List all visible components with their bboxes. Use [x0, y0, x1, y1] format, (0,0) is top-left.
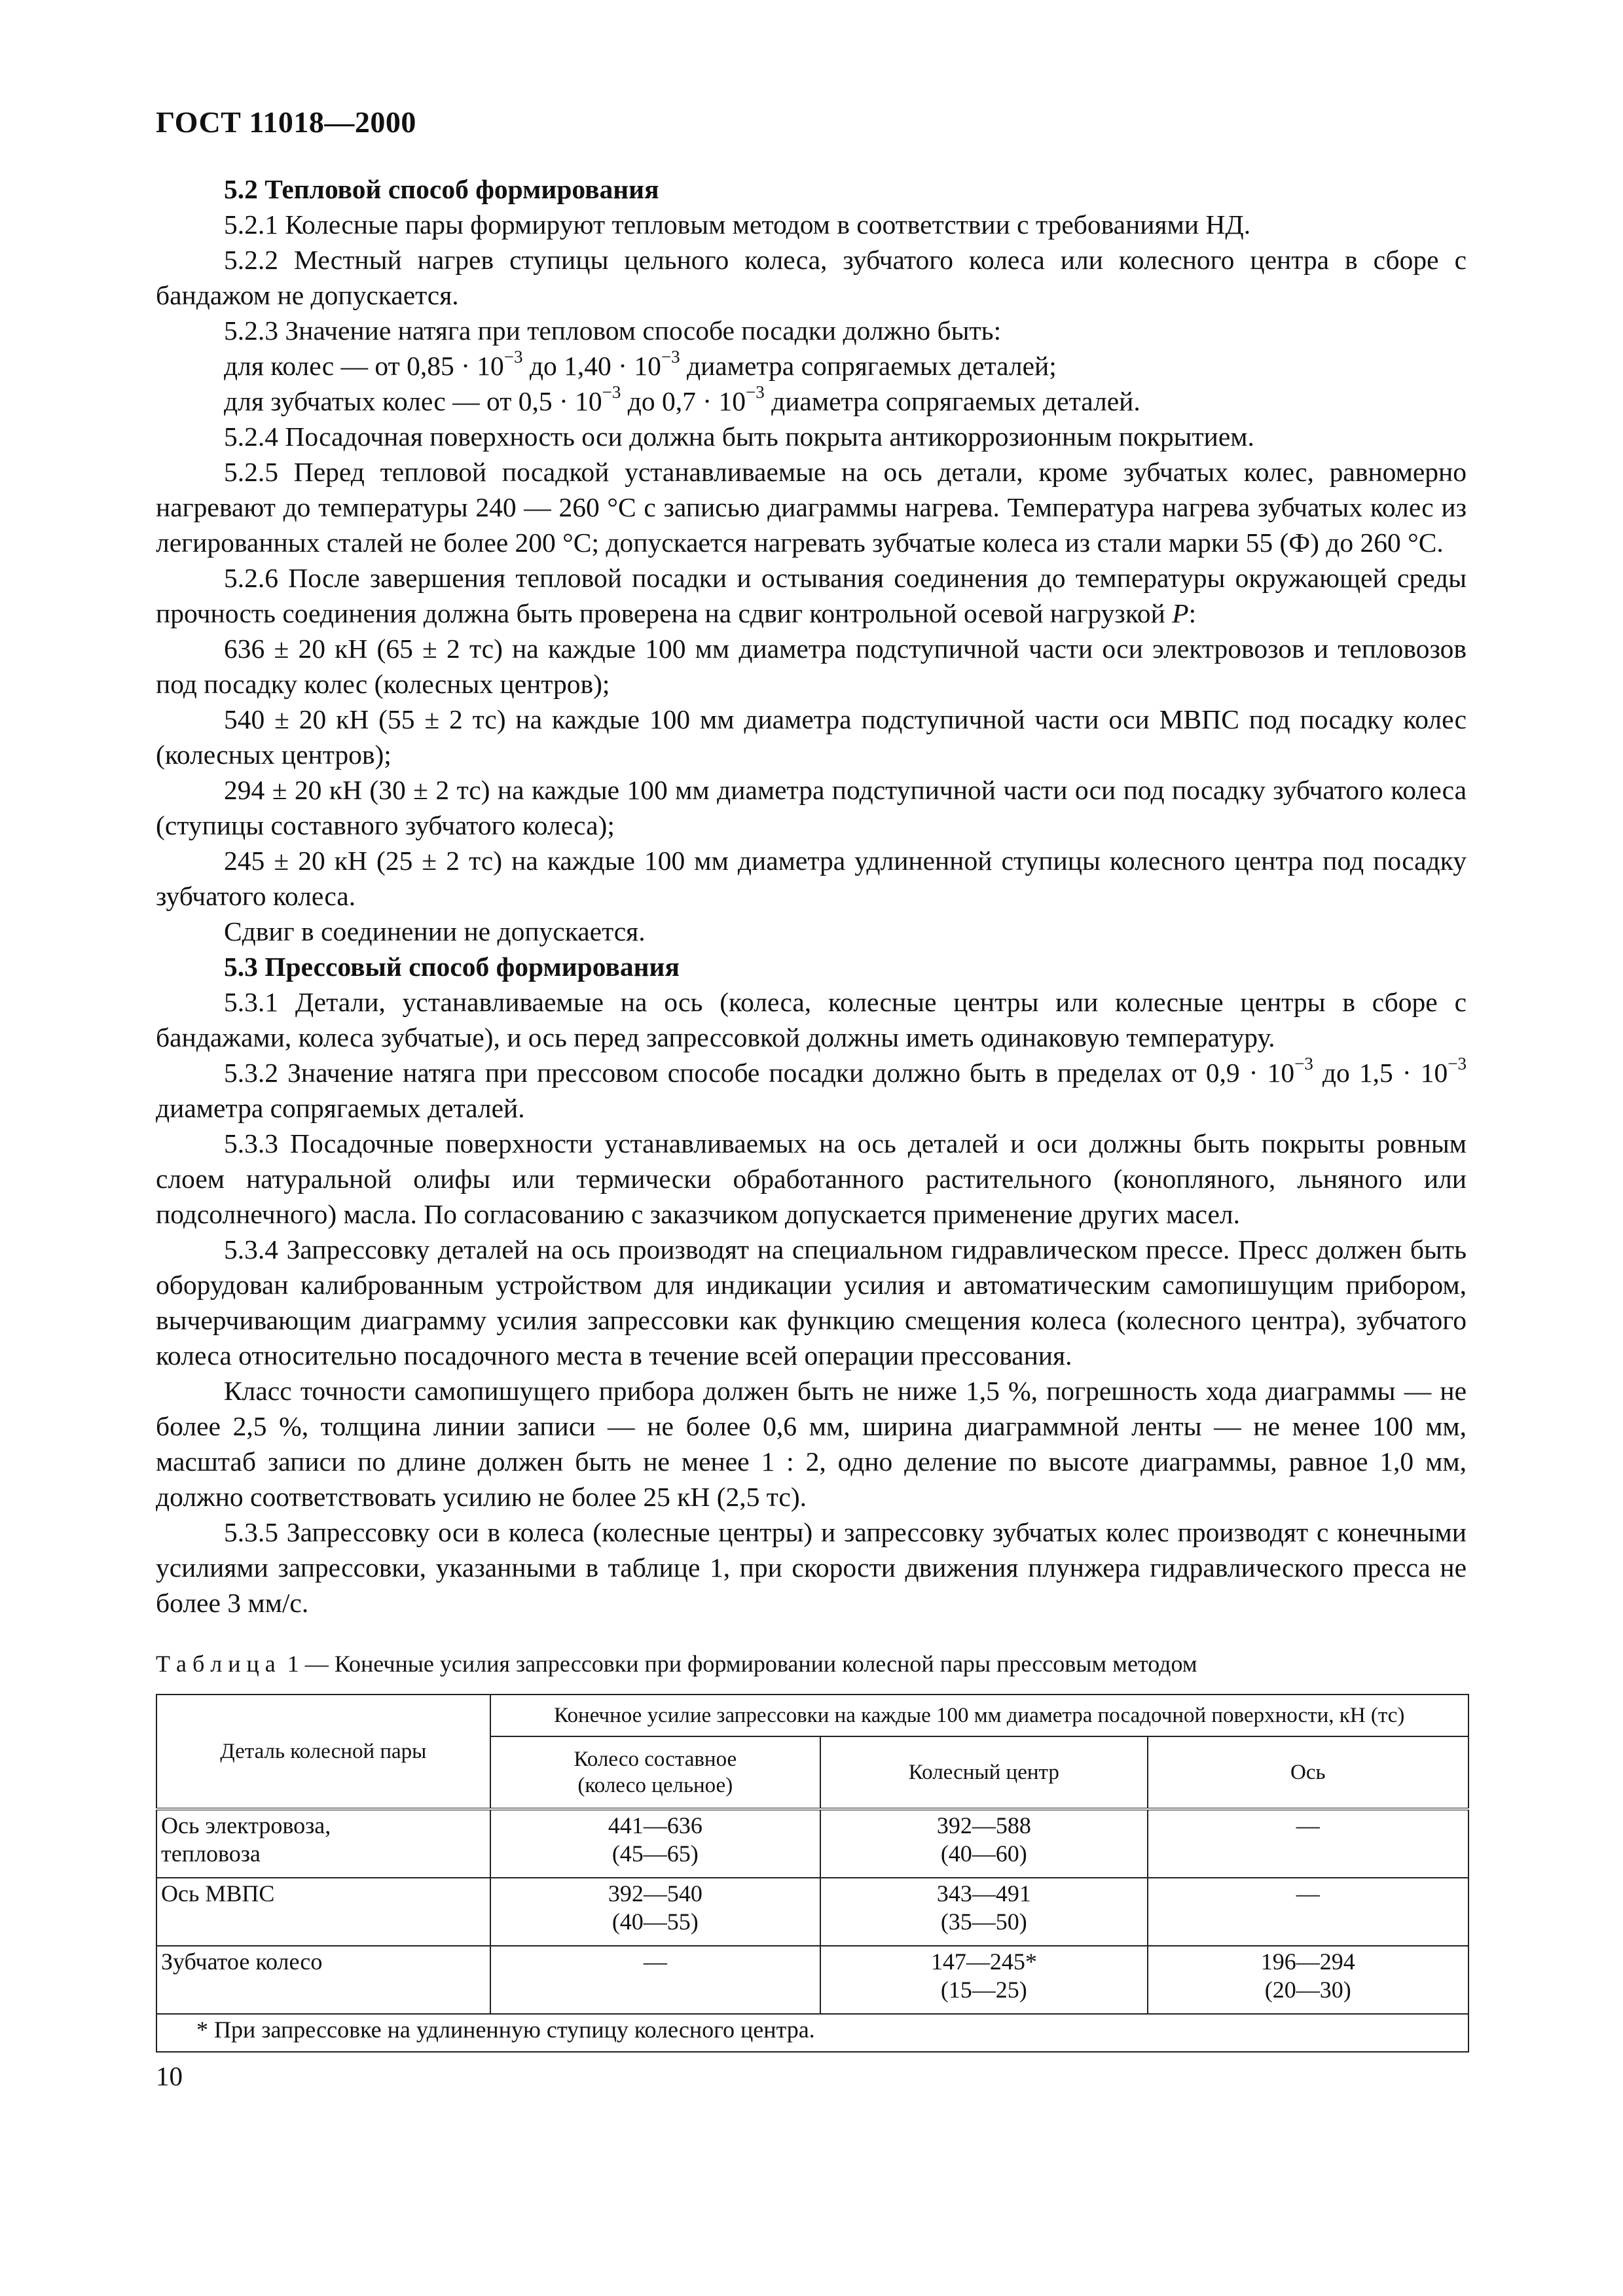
table-cell: 441—636 (45—65) — [490, 1809, 821, 1878]
table-footnote-row — [156, 2014, 1468, 2052]
paragraph: Сдвиг в соединении не допускается. — [224, 916, 646, 946]
table-subheader: Колесный центр — [820, 1736, 1148, 1809]
paragraph: 636 ± 20 кН (65 ± 2 тс) на каждые 100 мм диаметра подступичной части оси электровозов и тепловозов под посадку колес (колесных центров); — [156, 634, 1467, 699]
exponent: −3 — [503, 347, 523, 367]
table-row — [156, 1946, 1468, 2014]
table-cell: 196—294 (20—30) — [1148, 1946, 1468, 2014]
text-run: диаметра сопрягаемых деталей. — [764, 386, 1140, 416]
paragraph: 5.2.2 Местный нагрев ступицы цельного колеса, зубчатого колеса или колесного центра в сборе с бандажом не допускается. — [156, 245, 1467, 310]
section-heading: 5.2 Тепловой способ формирования — [224, 174, 659, 204]
exponent: −3 — [661, 347, 680, 367]
paragraph — [156, 348, 1467, 384]
table-cell: 392—588 (40—60) — [820, 1809, 1148, 1878]
table-row — [156, 1878, 1468, 1946]
paragraph: 540 ± 20 кН (55 ± 2 тс) на каждые 100 мм диаметра подступичной части оси МВПС под посадку колес (колесных центров); — [156, 704, 1467, 770]
table-cell: — — [1148, 1878, 1468, 1946]
table-header-group: Конечное усилие запрессовки на каждые 100 мм диаметра посадочной поверхности, кН (тс) — [490, 1695, 1468, 1736]
exponent: −3 — [602, 382, 621, 403]
table-cell: — — [1148, 1809, 1468, 1878]
paragraph: Класс точности самопишущего прибора должен быть не ниже 1,5 %, погрешность хода диаграммы — не более 2,5 %, толщина линии записи — не более 0,6 мм, ширина диаграммной ленты — не менее 100 мм, масштаб записи по длине должен быть не менее 1 : 2, одно деление по высоте диаграммы, равное 1,0 мм, должно соответствовать усилию не более 25 кН (2,5 тс). — [156, 1376, 1467, 1512]
paragraph: 5.3.4 Запрессовку деталей на ось производят на специальном гидравлическом прессе. Пресс должен быть оборудован калиброванным устройством для индикации усилия и автоматическим самопишущим прибором, вычерчивающим диаграмму усилия запрессовки как функцию смещения колеса (колесного центра), зубчатого колеса относительно посадочного места в течение всей операции прессования. — [156, 1234, 1467, 1371]
text-run: диаметра сопрягаемых деталей; — [680, 351, 1057, 381]
table-subheader: Колесо составное (колесо цельное) — [490, 1736, 821, 1809]
exponent: −3 — [745, 382, 765, 403]
table-caption-text: — Конечные усилия запрессовки при формировании колесной пары прессовым методом — [299, 1651, 1197, 1677]
text-run: диаметра сопрягаемых деталей. — [156, 1093, 525, 1123]
text-run: до 1,40 · 10 — [522, 351, 661, 381]
section-heading: 5.3 Прессовый способ формирования — [224, 952, 680, 982]
paragraph: 5.2.5 Перед тепловой посадкой устанавливаемые на ось детали, кроме зубчатых колес, равномерно нагревают до температуры 240 — 260 °С с записью диаграммы нагрева. Температура нагрева зубчатых колес из легированных сталей не более 200 °С; допускается нагревать зубчатые колеса из стали марки 55 (Ф) до 260 °С. — [156, 457, 1467, 558]
paragraph — [156, 1055, 1467, 1126]
paragraph: 5.2.4 Посадочная поверхность оси должна быть покрыта антикоррозионным покрытием. — [224, 422, 1254, 452]
table-subheader: Ось — [1148, 1736, 1468, 1809]
table-cell: 392—540 (40—55) — [490, 1878, 821, 1946]
paragraph: 5.3.1 Детали, устанавливаемые на ось (колеса, колесные центры или колесные центры в сборе с бандажами, колеса зубчатые), и ось перед запрессовкой должны иметь одинаковую температуру. — [156, 987, 1467, 1052]
exponent: −3 — [1294, 1054, 1313, 1074]
table-row — [156, 1809, 1468, 1878]
table-cell-part: Ось электровоза, тепловоза — [156, 1809, 490, 1878]
paragraph: 245 ± 20 кН (25 ± 2 тс) на каждые 100 мм диаметра удлиненной ступицы колесного центра под посадку зубчатого колеса. — [156, 846, 1467, 911]
body-text — [156, 171, 1467, 1621]
text-run: для колес — от 0,85 · 10 — [224, 351, 504, 381]
text-run: для зубчатых колес — от 0,5 · 10 — [224, 386, 602, 416]
table-caption — [156, 1649, 1472, 1678]
text-run: до 0,7 · 10 — [621, 386, 746, 416]
document-header: ГОСТ 11018—2000 — [156, 105, 416, 139]
paragraph: 5.2.6 После завершения тепловой посадки и остывания соединения до температуры окружающей среды прочность соединения должна быть проверена на сдвиг контрольной осевой нагрузкой P: — [156, 563, 1467, 628]
table-cell: 343—491 (35—50) — [820, 1878, 1148, 1946]
table-cell-part: Зубчатое колесо — [156, 1946, 490, 2014]
paragraph — [156, 384, 1467, 419]
exponent: −3 — [1448, 1054, 1467, 1074]
paragraph: 5.2.1 Колесные пары формируют тепловым методом в соответствии с требованиями НД. — [224, 209, 1251, 240]
paragraph: 294 ± 20 кН (30 ± 2 тс) на каждые 100 мм диаметра подступичной части оси под посадку зубчатого колеса (ступицы составного зубчатого колеса); — [156, 775, 1467, 840]
table-cell: 147—245* (15—25) — [820, 1946, 1148, 2014]
paragraph: 5.3.3 Посадочные поверхности устанавливаемых на ось деталей и оси должны быть покрыты ровным слоем натуральной олифы или термически обработанного растительного (конопляного, льняного или подсолнечного) масла. По согласованию с заказчиком допускается применение других масел. — [156, 1128, 1467, 1229]
table-caption-label: Т а б л и ц а 1 — [156, 1651, 299, 1677]
table-cell: — — [490, 1946, 821, 2014]
forces-table — [156, 1694, 1469, 2053]
paragraph: 5.3.5 Запрессовку оси в колеса (колесные центры) и запрессовку зубчатых колес производят с конечными усилиями запрессовки, указанными в таблице 1, при скорости движения плунжера гидравлического пресса не более 3 мм/с. — [156, 1517, 1467, 1618]
text-run: 5.3.2 Значение натяга при прессовом способе посадки должно быть в пределах от 0,9 · 10 — [224, 1058, 1295, 1088]
text-run: до 1,5 · 10 — [1313, 1058, 1448, 1088]
paragraph: 5.2.3 Значение натяга при тепловом способе посадки должно быть: — [224, 315, 1002, 346]
table-cell-part: Ось МВПС — [156, 1878, 490, 1946]
symbol-p: P — [1172, 598, 1189, 628]
page-number: 10 — [156, 2061, 183, 2091]
table-footnote: * При запрессовке на удлиненную ступицу колесного центра. — [156, 2014, 1468, 2052]
table-header-part: Деталь колесной пары — [156, 1695, 490, 1809]
